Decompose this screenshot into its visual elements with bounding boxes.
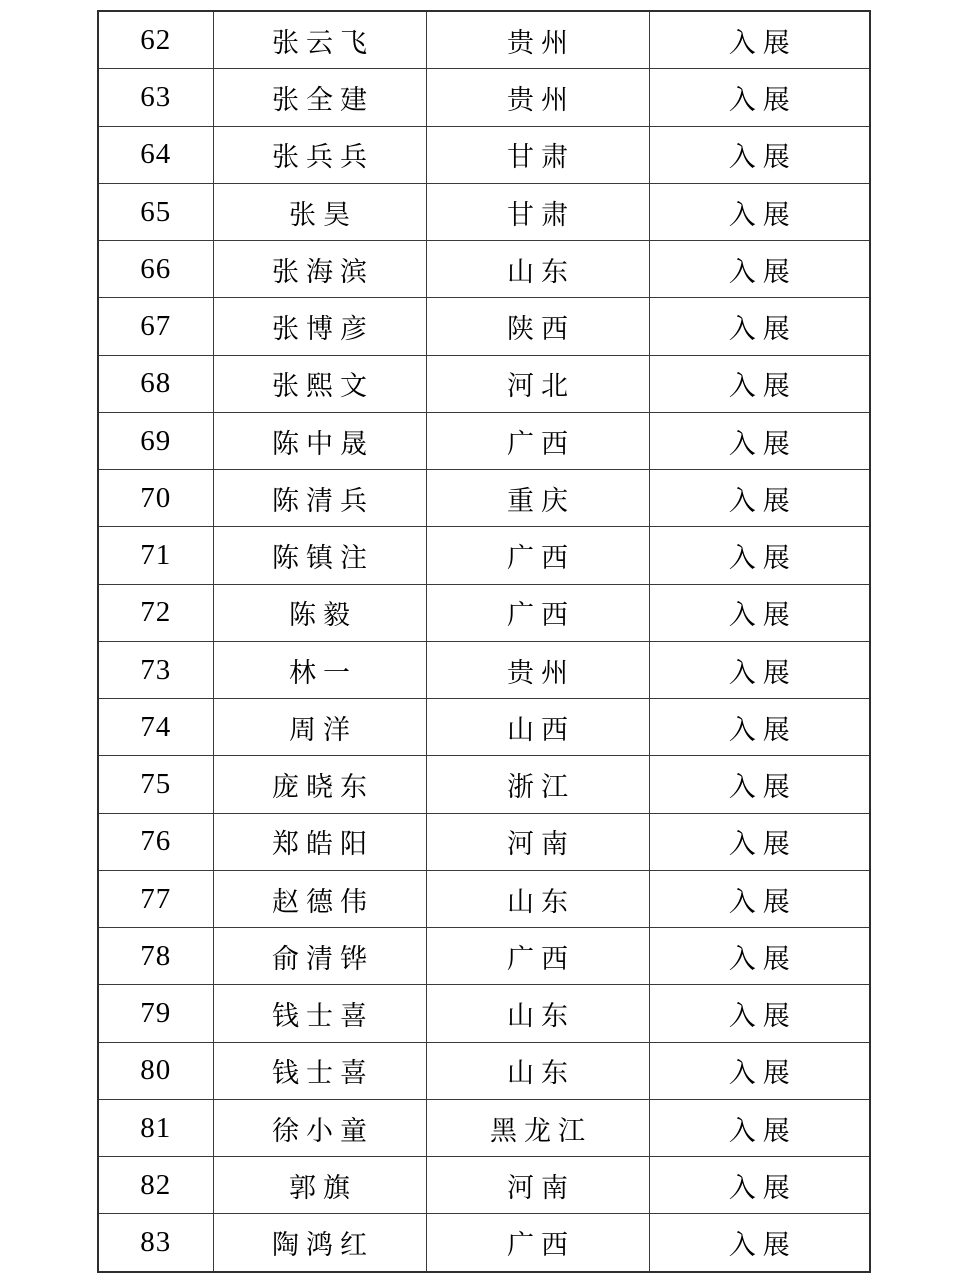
table-row	[98, 1214, 870, 1272]
cell-status: 入展	[649, 1214, 870, 1272]
cell-province: 陕西	[426, 298, 649, 355]
table-row	[98, 699, 870, 756]
cell-row-number: 74	[98, 699, 213, 756]
cell-province: 重庆	[426, 470, 649, 527]
table-row	[98, 11, 870, 69]
cell-province: 山东	[426, 241, 649, 298]
cell-province: 贵州	[426, 11, 649, 69]
cell-row-number: 79	[98, 985, 213, 1042]
cell-province: 山东	[426, 870, 649, 927]
cell-row-number: 66	[98, 241, 213, 298]
cell-province: 广西	[426, 527, 649, 584]
cell-status: 入展	[649, 412, 870, 469]
cell-province: 山东	[426, 1042, 649, 1099]
table-row	[98, 870, 870, 927]
cell-status: 入展	[649, 1157, 870, 1214]
cell-row-number: 77	[98, 870, 213, 927]
cell-row-number: 62	[98, 11, 213, 69]
cell-status: 入展	[649, 584, 870, 641]
table-row	[98, 69, 870, 126]
cell-status: 入展	[649, 1099, 870, 1156]
cell-row-number: 67	[98, 298, 213, 355]
cell-row-number: 78	[98, 928, 213, 985]
cell-row-number: 64	[98, 126, 213, 183]
cell-row-number: 65	[98, 183, 213, 240]
cell-status: 入展	[649, 527, 870, 584]
cell-entrant-name: 钱士喜	[213, 1042, 426, 1099]
cell-entrant-name: 陈毅	[213, 584, 426, 641]
cell-entrant-name: 张博彦	[213, 298, 426, 355]
table-row	[98, 412, 870, 469]
table-row	[98, 584, 870, 641]
cell-status: 入展	[649, 355, 870, 412]
cell-province: 浙江	[426, 756, 649, 813]
cell-status: 入展	[649, 183, 870, 240]
cell-row-number: 70	[98, 470, 213, 527]
cell-row-number: 72	[98, 584, 213, 641]
table-row	[98, 355, 870, 412]
cell-province: 河北	[426, 355, 649, 412]
cell-province: 山东	[426, 985, 649, 1042]
cell-status: 入展	[649, 928, 870, 985]
cell-entrant-name: 陈镇注	[213, 527, 426, 584]
cell-row-number: 73	[98, 641, 213, 698]
cell-row-number: 71	[98, 527, 213, 584]
cell-entrant-name: 钱士喜	[213, 985, 426, 1042]
cell-status: 入展	[649, 870, 870, 927]
cell-row-number: 76	[98, 813, 213, 870]
cell-status: 入展	[649, 298, 870, 355]
cell-status: 入展	[649, 1042, 870, 1099]
cell-row-number: 68	[98, 355, 213, 412]
cell-entrant-name: 张海滨	[213, 241, 426, 298]
table-row	[98, 470, 870, 527]
table-row	[98, 298, 870, 355]
cell-status: 入展	[649, 470, 870, 527]
cell-status: 入展	[649, 756, 870, 813]
cell-status: 入展	[649, 985, 870, 1042]
exhibition-results-table	[97, 10, 871, 1273]
cell-row-number: 80	[98, 1042, 213, 1099]
cell-province: 广西	[426, 412, 649, 469]
cell-entrant-name: 张云飞	[213, 11, 426, 69]
cell-entrant-name: 赵德伟	[213, 870, 426, 927]
cell-entrant-name: 张全建	[213, 69, 426, 126]
cell-entrant-name: 张兵兵	[213, 126, 426, 183]
cell-entrant-name: 徐小童	[213, 1099, 426, 1156]
table-row	[98, 928, 870, 985]
table-row	[98, 641, 870, 698]
table-row	[98, 985, 870, 1042]
cell-status: 入展	[649, 813, 870, 870]
cell-row-number: 81	[98, 1099, 213, 1156]
cell-row-number: 75	[98, 756, 213, 813]
table-row	[98, 183, 870, 240]
cell-province: 广西	[426, 928, 649, 985]
table-row	[98, 1157, 870, 1214]
cell-entrant-name: 张昊	[213, 183, 426, 240]
cell-province: 甘肃	[426, 126, 649, 183]
table-row	[98, 241, 870, 298]
table-row	[98, 1099, 870, 1156]
cell-province: 广西	[426, 584, 649, 641]
cell-province: 贵州	[426, 641, 649, 698]
cell-row-number: 69	[98, 412, 213, 469]
cell-province: 贵州	[426, 69, 649, 126]
cell-entrant-name: 庞晓东	[213, 756, 426, 813]
cell-status: 入展	[649, 126, 870, 183]
cell-status: 入展	[649, 641, 870, 698]
table-body	[98, 11, 870, 1272]
cell-province: 山西	[426, 699, 649, 756]
cell-entrant-name: 张熙文	[213, 355, 426, 412]
cell-status: 入展	[649, 11, 870, 69]
table-row	[98, 813, 870, 870]
cell-status: 入展	[649, 699, 870, 756]
table-row	[98, 1042, 870, 1099]
cell-entrant-name: 陈清兵	[213, 470, 426, 527]
cell-province: 黑龙江	[426, 1099, 649, 1156]
cell-status: 入展	[649, 241, 870, 298]
cell-entrant-name: 林一	[213, 641, 426, 698]
cell-entrant-name: 陈中晟	[213, 412, 426, 469]
cell-entrant-name: 郑皓阳	[213, 813, 426, 870]
cell-province: 甘肃	[426, 183, 649, 240]
cell-row-number: 63	[98, 69, 213, 126]
table-row	[98, 756, 870, 813]
cell-status: 入展	[649, 69, 870, 126]
cell-row-number: 83	[98, 1214, 213, 1272]
cell-entrant-name: 郭旗	[213, 1157, 426, 1214]
cell-row-number: 82	[98, 1157, 213, 1214]
cell-province: 广西	[426, 1214, 649, 1272]
cell-province: 河南	[426, 1157, 649, 1214]
table-row	[98, 527, 870, 584]
cell-entrant-name: 陶鸿红	[213, 1214, 426, 1272]
cell-entrant-name: 俞清铧	[213, 928, 426, 985]
cell-entrant-name: 周洋	[213, 699, 426, 756]
table-row	[98, 126, 870, 183]
cell-province: 河南	[426, 813, 649, 870]
